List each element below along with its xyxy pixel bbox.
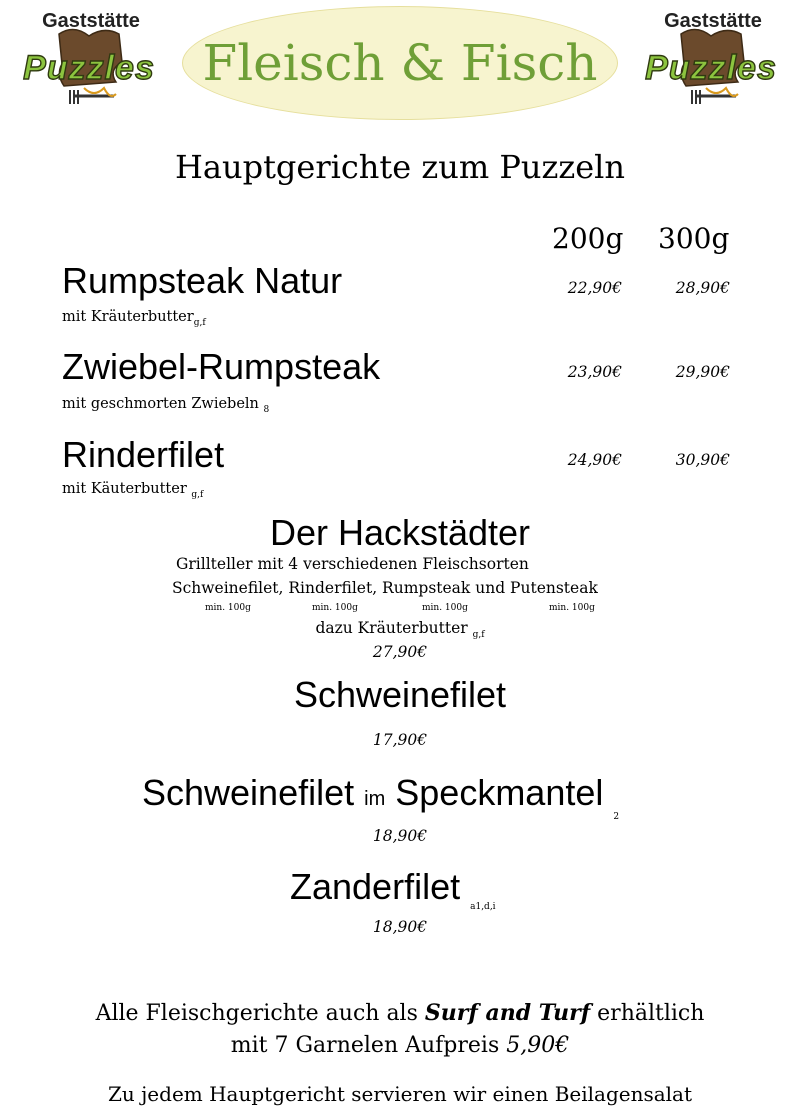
- logo-main-text: Puzzles: [645, 49, 777, 87]
- logo-main-text: Puzzles: [23, 49, 155, 87]
- allergen-codes: g,f: [191, 490, 204, 500]
- allergen-codes: 8: [263, 405, 270, 415]
- price-200g: 23,90€: [567, 363, 622, 381]
- minimum-weight: min. 100g: [312, 603, 358, 613]
- dish-name: Zwiebel-Rumpsteak: [62, 346, 381, 387]
- price-300g: 29,90€: [675, 363, 730, 381]
- price-200g: 24,90€: [567, 451, 622, 469]
- page-title: Fleisch & Fisch: [202, 34, 598, 92]
- minimum-weight: min. 100g: [422, 603, 468, 613]
- salad-note: Zu jedem Hauptgericht servieren wir einen Beilagensalat: [107, 1082, 693, 1106]
- minimum-weight: min. 100g: [205, 603, 251, 613]
- logo-top-text: Gaststätte: [42, 10, 140, 32]
- price: 27,90€: [372, 643, 428, 661]
- size-header-300g: 300g: [658, 222, 730, 255]
- dish-description: mit geschmorten Zwiebeln $_8$: [62, 396, 270, 415]
- dish-name: Zanderfilet $_{a1,d,i}$: [290, 866, 496, 912]
- minimum-weight: min. 100g: [549, 603, 595, 613]
- allergen-codes: g,f: [193, 318, 206, 328]
- surf-and-turf-note: Alle Fleischgerichte auch als Surf and Turf erhältlich: [95, 1000, 705, 1026]
- price: 18,90€: [372, 827, 428, 845]
- logo-left: [4, 4, 174, 116]
- price-300g: 28,90€: [675, 279, 730, 297]
- dish-name: Schweinefilet: [293, 674, 507, 715]
- allergen-codes: a1,d,i: [470, 902, 496, 912]
- section-title: Hauptgerichte zum Puzzeln: [174, 148, 625, 186]
- price: 17,90€: [372, 731, 428, 749]
- price-300g: 30,90€: [675, 451, 730, 469]
- price: 18,90€: [372, 918, 428, 936]
- dish-description: mit Kräuterbutter$_{g,f}$: [62, 309, 206, 328]
- garnelen-note: mit 7 Garnelen Aufpreis 5,90€: [230, 1033, 570, 1058]
- size-header-200g: 200g: [552, 222, 624, 255]
- dish-description: Schweinefilet, Rinderfilet, Rumpsteak und Putensteak: [172, 579, 598, 597]
- logo-right: [626, 4, 796, 116]
- dish-description: Grillteller mit 4 verschiedenen Fleischsorten: [176, 555, 529, 573]
- logo-top-text: Gaststätte: [664, 10, 762, 32]
- dish-name: Rumpsteak Natur: [62, 260, 343, 301]
- dish-name: Schweinefilet im Speckmantel $_2$: [142, 772, 620, 822]
- dish-description: mit Käuterbutter $_{g,f}$: [62, 481, 204, 500]
- dish-name: Rinderfilet: [62, 434, 225, 475]
- price-200g: 22,90€: [567, 279, 622, 297]
- allergen-codes: 2: [613, 812, 620, 822]
- dish-description: dazu Kräuterbutter $_{g,f}$: [315, 619, 485, 640]
- allergen-codes: g,f: [472, 630, 485, 640]
- dish-name: Der Hackstädter: [269, 512, 531, 553]
